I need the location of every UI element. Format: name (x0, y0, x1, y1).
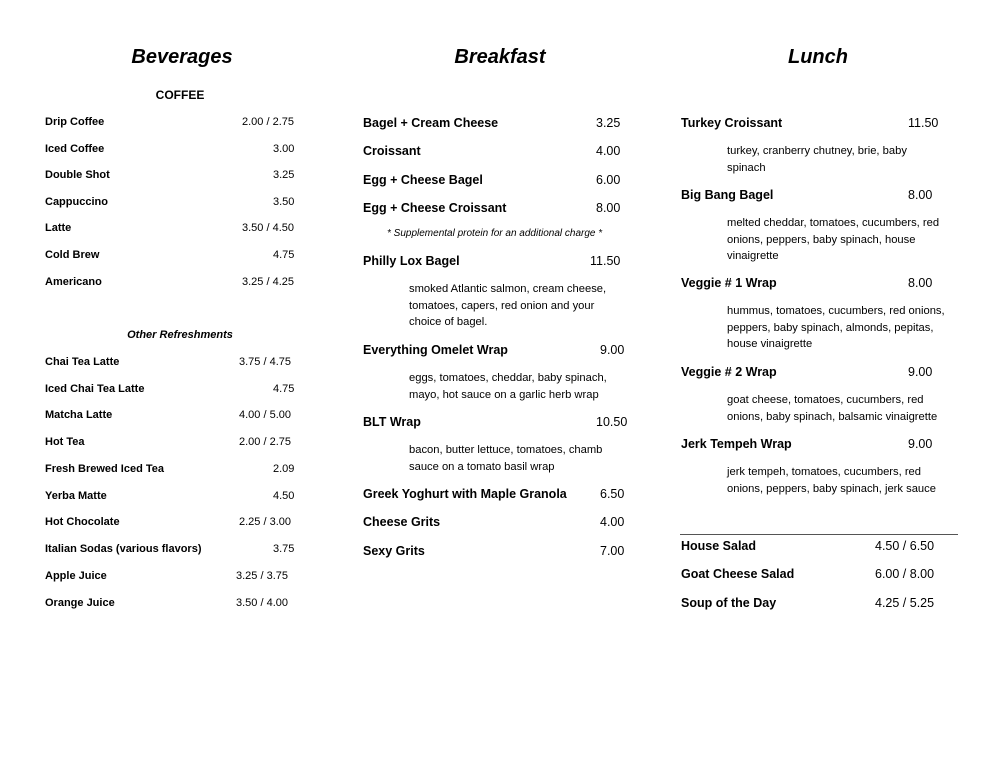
item-description: smoked Atlantic salmon, cream cheese, tomatoes, capers, red onion and your choice of bagel. (409, 283, 607, 328)
item-name: Hot Tea (45, 436, 85, 448)
item-name: Greek Yoghurt with Maple Granola (363, 487, 567, 501)
item-price: 3.50 / 4.50 (242, 222, 294, 234)
item-name: Cappuccino (45, 196, 108, 208)
item-name: Croissant (363, 144, 421, 158)
item-price: 11.50 (908, 116, 939, 130)
item-price: 11.50 (590, 254, 621, 268)
item-price: 3.25 (273, 169, 295, 181)
item-description: goat cheese, tomatoes, cucumbers, red onions, baby spinach, balsamic vinaigrette (727, 394, 938, 423)
item-name: Apple Juice (45, 570, 107, 582)
item-name: BLT Wrap (363, 415, 421, 429)
item-name: Cheese Grits (363, 515, 441, 529)
menu-row (45, 436, 300, 454)
lunch-column (681, 0, 961, 773)
item-name: Turkey Croissant (681, 116, 783, 130)
menu-row (45, 463, 300, 481)
item-price: 8.00 (596, 201, 621, 215)
item-name: Egg + Cheese Croissant (363, 201, 507, 215)
item-description: turkey, cranberry chutney, brie, baby spinach (727, 145, 907, 174)
breakfast-heading: Breakfast (454, 46, 546, 68)
item-description: eggs, tomatoes, cheddar, baby spinach, mayo, hot sauce on a garlic herb wrap (409, 372, 607, 401)
item-name: Veggie # 1 Wrap (681, 276, 777, 290)
item-name: Veggie # 2 Wrap (681, 365, 777, 379)
item-price: 10.50 (596, 415, 628, 429)
beverages-column (45, 0, 300, 773)
menu-row (45, 116, 300, 134)
menu-row (45, 249, 300, 267)
item-price: 6.50 (600, 487, 625, 501)
menu-row (45, 597, 300, 615)
item-name: Soup of the Day (681, 596, 777, 610)
menu-row (45, 516, 300, 534)
item-name: Goat Cheese Salad (681, 567, 795, 581)
item-price: 9.00 (600, 343, 625, 357)
item-name: Egg + Cheese Bagel (363, 173, 483, 187)
item-price: 9.00 (908, 437, 933, 451)
item-name: Chai Tea Latte (45, 356, 120, 368)
supplemental-protein-note: * Supplemental protein for an additional charge * (387, 228, 603, 239)
breakfast-column (363, 0, 631, 773)
item-name: Yerba Matte (45, 490, 107, 502)
item-price: 3.25 (596, 116, 621, 130)
item-price: 4.75 (273, 249, 295, 261)
item-price: 2.00 / 2.75 (239, 436, 291, 448)
item-price: 4.00 (600, 515, 625, 529)
lunch-heading: Lunch (788, 46, 848, 68)
item-description: hummus, tomatoes, cucumbers, red onions, peppers, baby spinach, almonds, pepitas, house vinaigrette (727, 305, 945, 350)
menu-row (45, 570, 300, 588)
item-name: Drip Coffee (45, 116, 105, 128)
menu-row (45, 196, 300, 214)
item-price: 7.00 (600, 544, 625, 558)
item-price: 3.50 / 4.00 (236, 597, 288, 609)
menu-row (45, 383, 300, 401)
menu-row (45, 409, 300, 427)
other-refreshments-subheading: Other Refreshments (127, 329, 233, 341)
menu-row (45, 169, 300, 187)
item-name: Matcha Latte (45, 409, 113, 421)
item-name: Hot Chocolate (45, 516, 120, 528)
item-name: Sexy Grits (363, 544, 425, 558)
item-price: 4.00 (596, 144, 621, 158)
item-price: 4.75 (273, 383, 295, 395)
menu-row (45, 222, 300, 240)
item-price: 2.00 / 2.75 (242, 116, 294, 128)
item-price: 3.25 / 4.25 (242, 276, 294, 288)
item-price: 4.00 / 5.00 (239, 409, 291, 421)
beverages-heading: Beverages (131, 46, 233, 68)
item-price: 3.25 / 3.75 (236, 570, 288, 582)
item-price: 9.00 (908, 365, 933, 379)
item-name: Double Shot (45, 169, 110, 181)
menu-row (45, 143, 300, 161)
item-description: melted cheddar, tomatoes, cucumbers, red onions, peppers, baby spinach, house vinaigrette (727, 217, 940, 262)
item-price: 3.50 (273, 196, 295, 208)
item-name: Bagel + Cream Cheese (363, 116, 499, 130)
item-price: 6.00 (596, 173, 621, 187)
item-name: Italian Sodas (various flavors) (45, 543, 202, 555)
menu-row (45, 543, 300, 561)
item-price: 2.25 / 3.00 (239, 516, 291, 528)
item-price: 2.09 (273, 463, 295, 475)
item-price: 4.50 / 6.50 (875, 539, 935, 553)
item-price: 6.00 / 8.00 (875, 567, 935, 581)
item-price: 8.00 (908, 188, 933, 202)
item-price: 3.75 (273, 543, 295, 555)
menu-row (45, 276, 300, 294)
menu-row (45, 490, 300, 508)
item-name: Cold Brew (45, 249, 100, 261)
menu-row (45, 356, 300, 374)
item-price: 4.25 / 5.25 (875, 596, 935, 610)
item-name: Iced Chai Tea Latte (45, 383, 145, 395)
item-name: Fresh Brewed Iced Tea (45, 463, 165, 475)
item-price: 3.00 (273, 143, 295, 155)
item-name: Jerk Tempeh Wrap (681, 437, 792, 451)
item-name: Everything Omelet Wrap (363, 343, 508, 357)
item-price: 8.00 (908, 276, 933, 290)
item-name: Iced Coffee (45, 143, 105, 155)
item-description: jerk tempeh, tomatoes, cucumbers, red onions, peppers, baby spinach, jerk sauce (727, 466, 936, 495)
coffee-subheading: COFFEE (155, 88, 205, 102)
item-price: 3.75 / 4.75 (239, 356, 291, 368)
item-description: bacon, butter lettuce, tomatoes, chamb sauce on a tomato basil wrap (409, 444, 603, 473)
item-name: Big Bang Bagel (681, 188, 774, 202)
item-price: 4.50 (273, 490, 295, 502)
item-name: Latte (45, 222, 72, 234)
item-name: Americano (45, 276, 102, 288)
item-name: House Salad (681, 539, 757, 553)
item-name: Philly Lox Bagel (363, 254, 460, 268)
item-name: Orange Juice (45, 597, 115, 609)
salad-section-divider (680, 534, 958, 535)
